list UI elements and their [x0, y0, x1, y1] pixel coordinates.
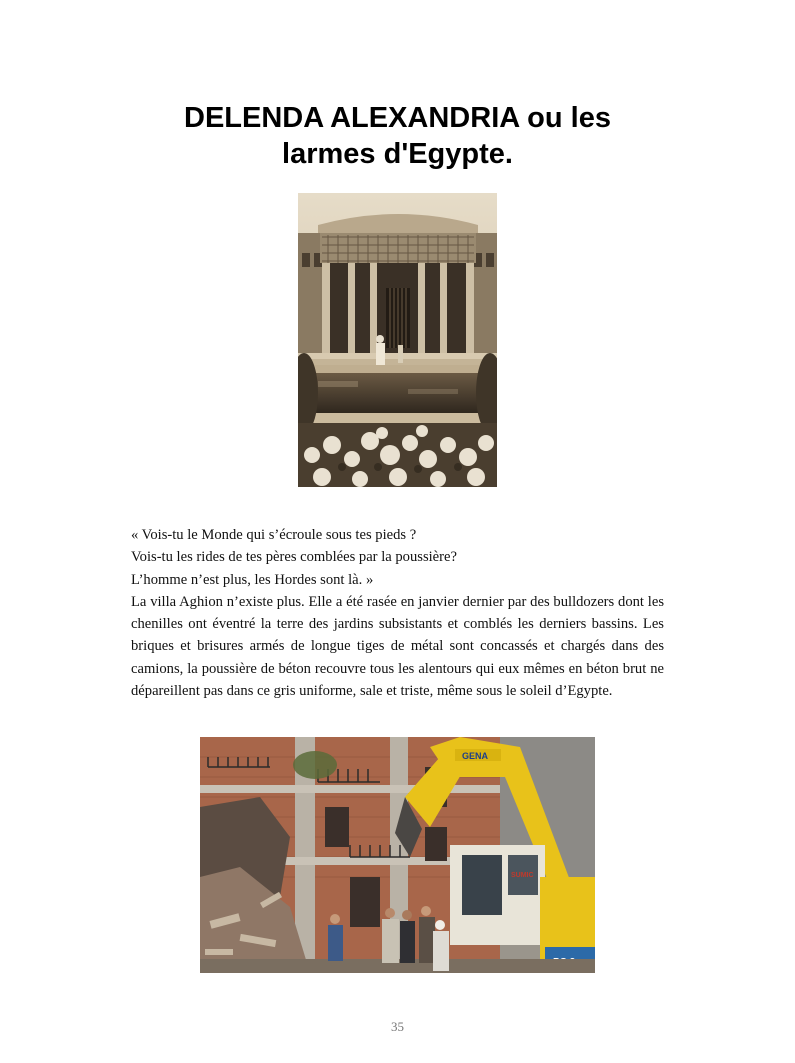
villa-illustration [298, 193, 497, 487]
title-line-2: larmes d'Egypte. [282, 138, 513, 170]
excavator-brand-label: GENA [462, 751, 489, 761]
article-text [131, 524, 664, 702]
demolition-illustration [200, 737, 595, 973]
poem-line: « Vois-tu le Monde qui s’écroule sous tes pieds ? [131, 527, 417, 543]
page-title [120, 100, 675, 172]
villa-photo [298, 193, 497, 487]
poem-line: L’homme n’est plus, les Hordes sont là. » [131, 571, 374, 588]
excavator-cab-label: SUMIC [511, 872, 534, 879]
demolition-photo [200, 737, 595, 973]
page-number: 35 [391, 1019, 404, 1034]
title-line-1: DELENDA ALEXANDRIA ou les [184, 102, 611, 134]
body-paragraph: La villa Aghion n’existe plus. Elle a été rasée en janvier dernier par des bulldozers dont les chenilles ont éventré la terre des jardins subsistants et comblés les derniers bassins. Les briques et brisures armés de longue tiges de métal sont concassés et chargés dans des camions, la poussière de béton recouvre tous les alentours qui eux mêmes en béton brut ne dépareillent pas dans ce gris uniforme, sale et triste, même sous le soleil d’Egypte. [131, 593, 664, 700]
poem-line: Vois-tu les rides de tes pères comblées par la poussière? [131, 549, 457, 566]
